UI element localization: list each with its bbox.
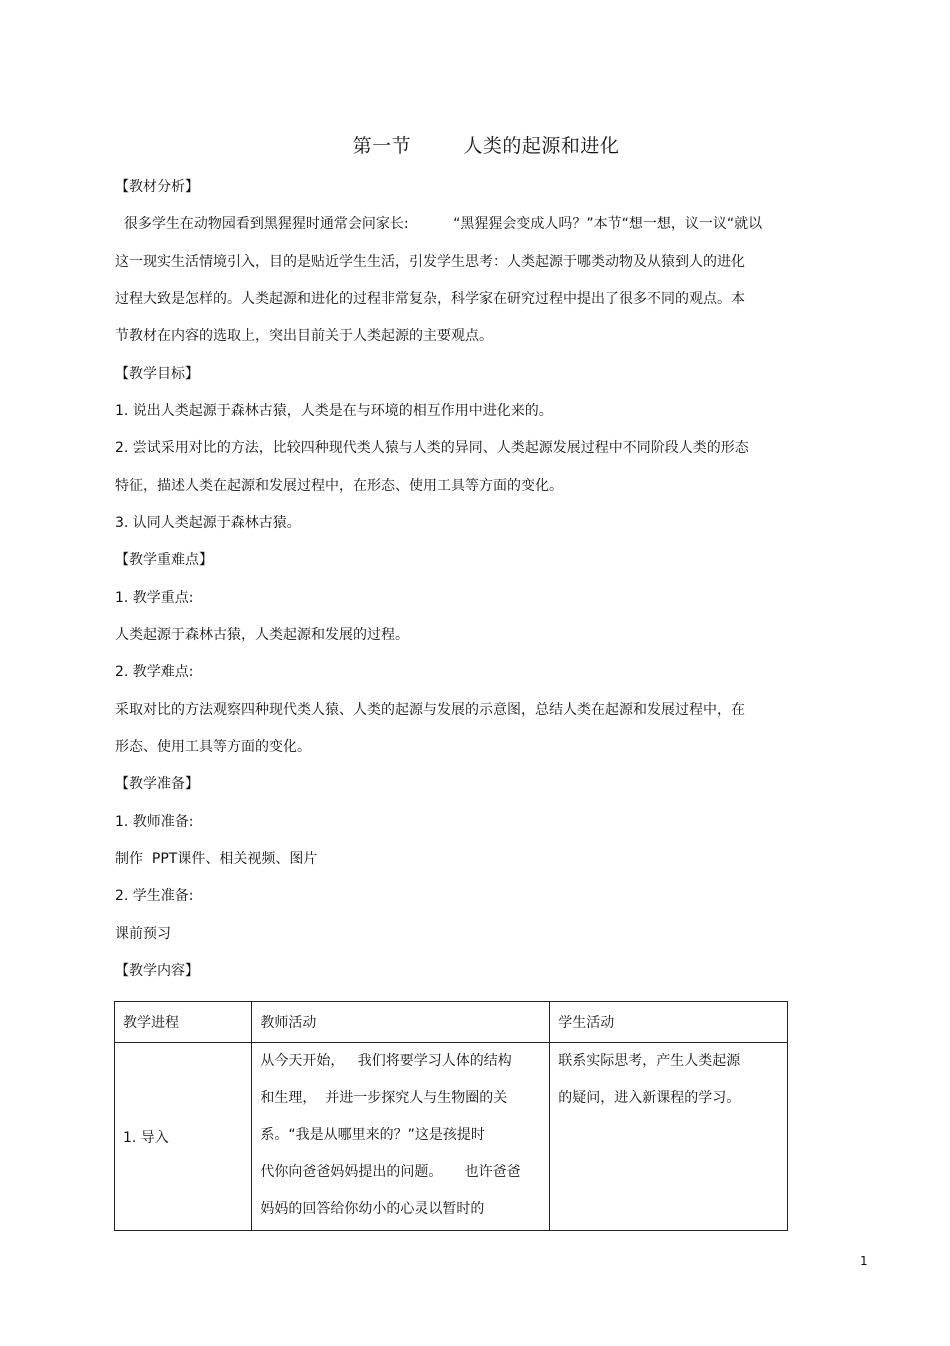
teacher-line: 和生理， 并进一步探究人与生物圈的关 bbox=[260, 1090, 508, 1106]
student-activity-cell bbox=[550, 1043, 788, 1231]
header-teacher: 教师活动 bbox=[252, 1002, 550, 1043]
lesson-table bbox=[114, 1001, 788, 1231]
content-heading: 【教学内容】 bbox=[115, 963, 199, 979]
key-line: 1. 教学重点: bbox=[115, 590, 194, 606]
teacher-activity-cell bbox=[252, 1043, 550, 1231]
analysis-heading: 【教材分析】 bbox=[115, 179, 199, 195]
teacher-line: 系。“我是从哪里来的？”这是孩提时 bbox=[260, 1127, 485, 1143]
key-line: 2. 教学难点: bbox=[115, 664, 194, 680]
key-line: 人类起源于森林古猿，人类起源和发展的过程。 bbox=[115, 627, 409, 643]
analysis-line: 这一现实生活情境引入，目的是贴近学生生活，引发学生思考：人类起源于哪类动物及从猿到人的进化 bbox=[115, 254, 745, 270]
analysis-line: 过程大致是怎样的。人类起源和进化的过程非常复杂，科学家在研究过程中提出了很多不同的观点。本 bbox=[115, 291, 745, 307]
prep-line: 2. 学生准备: bbox=[115, 888, 194, 904]
teacher-line: 从今天开始， 我们将要学习人体的结构 bbox=[260, 1053, 512, 1069]
table-row bbox=[115, 1043, 788, 1231]
page-number: 1 bbox=[860, 1254, 868, 1268]
goals-line: 特征，描述人类在起源和发展过程中，在形态、使用工具等方面的变化。 bbox=[115, 478, 563, 494]
student-line: 联系实际思考，产生人类起源 bbox=[558, 1053, 741, 1069]
goals-line: 2. 尝试采用对比的方法，比较四种现代类人猿与人类的异同、人类起源发展过程中不同阶段人类的形态 bbox=[115, 440, 749, 456]
prep-heading: 【教学准备】 bbox=[115, 776, 199, 792]
student-line: 的疑问，进入新课程的学习。 bbox=[558, 1090, 741, 1106]
table-header-row bbox=[115, 1002, 788, 1043]
goals-heading: 【教学目标】 bbox=[115, 366, 199, 382]
prep-line: 课前预习 bbox=[115, 926, 171, 942]
teacher-line: 代你向爸爸妈妈提出的问题。 也许爸爸 bbox=[260, 1164, 521, 1180]
prep-line: 1. 教师准备: bbox=[115, 814, 194, 830]
key-line: 采取对比的方法观察四种现代类人猿、人类的起源与发展的示意图，总结人类在起源和发展过程中，在 bbox=[115, 702, 745, 718]
header-student: 学生活动 bbox=[550, 1002, 788, 1043]
goals-line: 1. 说出人类起源于森林古猿，人类是在与环境的相互作用中进化来的。 bbox=[115, 403, 553, 419]
page-title: 第一节 人类的起源和进化 bbox=[352, 135, 620, 157]
header-stage: 教学进程 bbox=[115, 1002, 252, 1043]
analysis-line: 节教材在内容的选取上，突出目前关于人类起源的主要观点。 bbox=[115, 328, 493, 344]
goals-line: 3. 认同人类起源于森林古猿。 bbox=[115, 515, 301, 531]
key-line: 形态、使用工具等方面的变化。 bbox=[115, 739, 311, 755]
teacher-line: 妈妈的回答给你幼小的心灵以暂时的 bbox=[260, 1201, 485, 1217]
key-heading: 【教学重难点】 bbox=[115, 552, 213, 568]
stage-cell: 1. 导入 bbox=[115, 1043, 252, 1231]
analysis-line: 很多学生在动物园看到黑猩猩时通常会问家长: “黑猩猩会变成人吗？”本节“想一想，议一议“就以 bbox=[115, 216, 763, 232]
prep-line: 制作 PPT课件、相关视频、图片 bbox=[115, 851, 318, 867]
